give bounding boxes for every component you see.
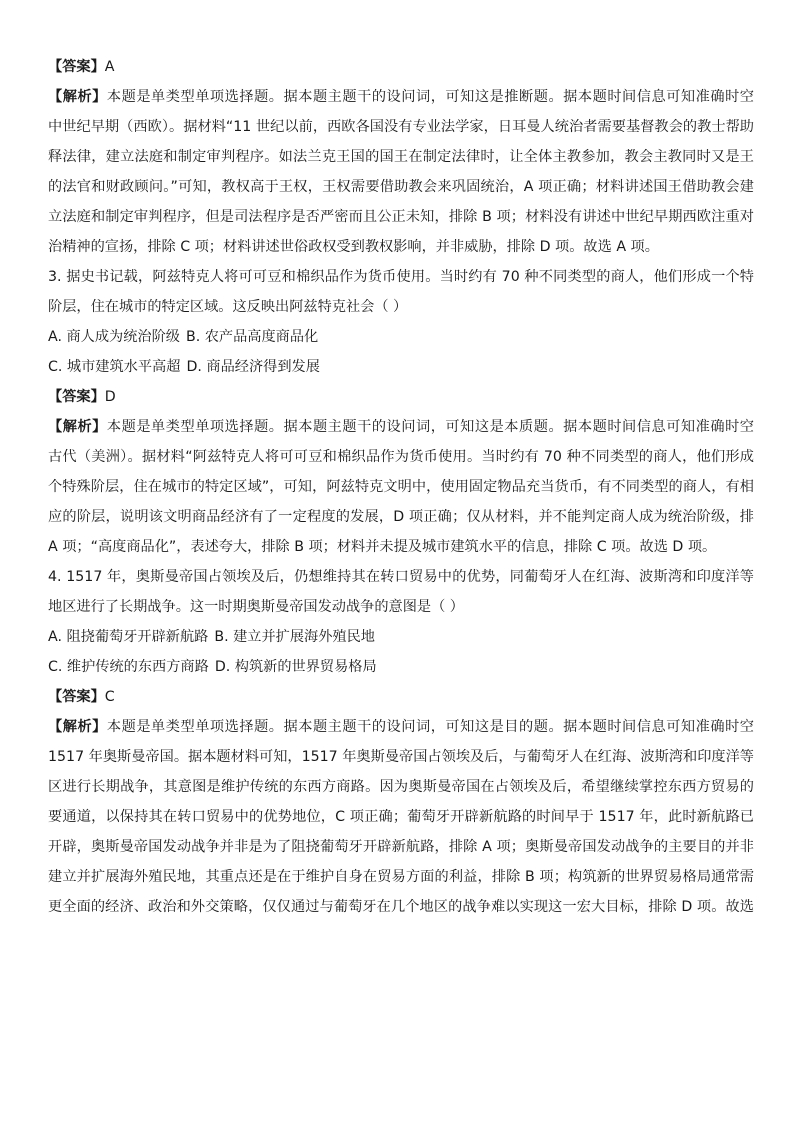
answer-label: 【答案】 [48,689,105,705]
q4-stem-line-1: 4. 1517 年，奥斯曼帝国占领埃及后，仍想维持其在转口贸易中的优势，同葡萄牙人在红海、波斯湾和印度洋等 [48,569,754,585]
answer-label: 【答案】 [48,59,105,75]
q4-options-row-2 [48,652,754,682]
q3-stem-line-2: 阶层，住在城市的特定区域。这反映出阿兹特克社会（ ） [48,299,408,315]
q4-analysis-line-4: 要通道，以保持其在转口贸易中的优势地位，C 项正确；葡萄牙开辟新航路的时间早于 1517 年，此时新航路已 [48,809,754,825]
answer-label: 【答案】 [48,389,105,405]
q2-analysis-line-3: 释法律，建立法庭和制定审判程序。如法兰克王国的国王在制定法律时，让全体主教参加，教会主教同时又是王 [48,149,754,165]
q2-analysis-line-6: 治精神的宣扬，排除 C 项；材料讲述世俗政权受到教权影响，并非威胁，排除 D 项。故选 A 项。 [48,239,659,255]
q4-analysis-line-2: 1517 年奥斯曼帝国。据本题材料可知，1517 年奥斯曼帝国占领埃及后，与葡萄牙人在红海、波斯湾和印度洋等 [48,749,754,765]
q3-options-row-2 [48,352,754,382]
q4-analysis-line-5: 开辟，奥斯曼帝国发动战争并非是为了阻挠葡萄牙开辟新航路，排除 A 项；奥斯曼帝国发动战争的主要目的并非 [48,839,754,855]
q3-analysis-line-2: 古代（美洲）。据材料“阿兹特克人将可可豆和棉织品作为货币使用。当时约有 70 种不同类型的商人，他们形成 [48,449,754,465]
q3-option-a: A. 商人成为统治阶级 [48,329,180,345]
q4-analysis-line-6: 建立并扩展海外殖民地，其重点还是在于维护自身在贸易方面的利益，排除 B 项；构筑新的世界贸易格局通常需 [48,869,754,885]
q4-answer [48,682,754,712]
document-page [48,52,754,922]
q4-option-a: A. 阻挠葡萄牙开辟新航路 [48,629,209,645]
q4-option-d: D. 构筑新的世界贸易格局 [214,659,377,675]
q4-analysis-line-1: 【解析】本题是单类型单项选择题。据本题主题干的设问词，可知这是目的题。据本题时间信息可知准确时空 [48,719,754,735]
q3-option-b: B. 农产品高度商品化 [185,329,319,345]
q4-option-b: B. 建立并扩展海外殖民地 [214,629,375,645]
q4-analysis-line-3: 区进行长期战争，其意图是维护传统的东西方商路。因为奥斯曼帝国在占领埃及后，希望继续掌控东西方贸易的 [48,779,754,795]
answer-value: C [104,689,115,705]
q4-stem-line-2: 地区进行了长期战争。这一时期奥斯曼帝国发动战争的意图是（ ） [48,599,464,615]
analysis-label: 【解析】 [48,719,107,735]
answer-value: D [104,389,116,405]
q2-analysis-line-5: 立法庭和制定审判程序，但是司法程序是否严密而且公正未知，排除 B 项；材料没有讲述中世纪早期西欧注重对 [48,209,754,225]
q3-analysis-line-4: 应的阶层，说明该文明商品经济有了一定程度的发展，D 项正确；仅从材料，并不能判定商人成为统治阶级，排 [48,509,754,525]
q3-option-c: C. 城市建筑水平高超 [48,359,181,375]
answer-value: A [104,59,115,75]
q4-analysis-line-7: 更全面的经济、政治和外交策略，仅仅通过与葡萄牙在几个地区的战争难以实现这一宏大目标，排除 D 项。故选 [48,899,754,915]
q4-option-c: C. 维护传统的东西方商路 [48,659,209,675]
analysis-label: 【解析】 [48,89,107,105]
q2-analysis-line-2: 中世纪早期（西欧）。据材料“11 世纪以前，西欧各国没有专业法学家，日耳曼人统治者需要基督教会的教士帮助 [48,119,754,135]
q2-analysis-line-1: 【解析】本题是单类型单项选择题。据本题主题干的设问词，可知这是推断题。据本题时间信息可知准确时空 [48,89,754,105]
q3-analysis-line-3: 个特殊阶层，住在城市的特定区域”，可知，阿兹特克文明中，使用固定物品充当货币，有不同类型的商人，有相 [48,479,754,495]
q3-stem-line-1: 3. 据史书记载，阿兹特克人将可可豆和棉织品作为货币使用。当时约有 70 种不同类型的商人，他们形成一个特 [48,269,754,285]
q2-answer [48,52,754,82]
q3-option-d: D. 商品经济得到发展 [186,359,320,375]
analysis-label: 【解析】 [48,419,107,435]
q2-analysis-line-4: 的法官和财政顾问。”可知，教权高于王权，王权需要借助教会来巩固统治，A 项正确；材料讲述国王借助教会建 [48,179,754,195]
q3-analysis-line-1: 【解析】本题是单类型单项选择题。据本题主题干的设问词，可知这是本质题。据本题时间信息可知准确时空 [48,419,754,435]
q3-analysis-line-5: A 项；“高度商品化”，表述夸大，排除 B 项；材料并未提及城市建筑水平的信息，排除 C 项。故选 D 项。 [48,539,717,555]
q3-answer [48,382,754,412]
q4-options-row-1 [48,622,754,652]
q3-options-row-1 [48,322,754,352]
